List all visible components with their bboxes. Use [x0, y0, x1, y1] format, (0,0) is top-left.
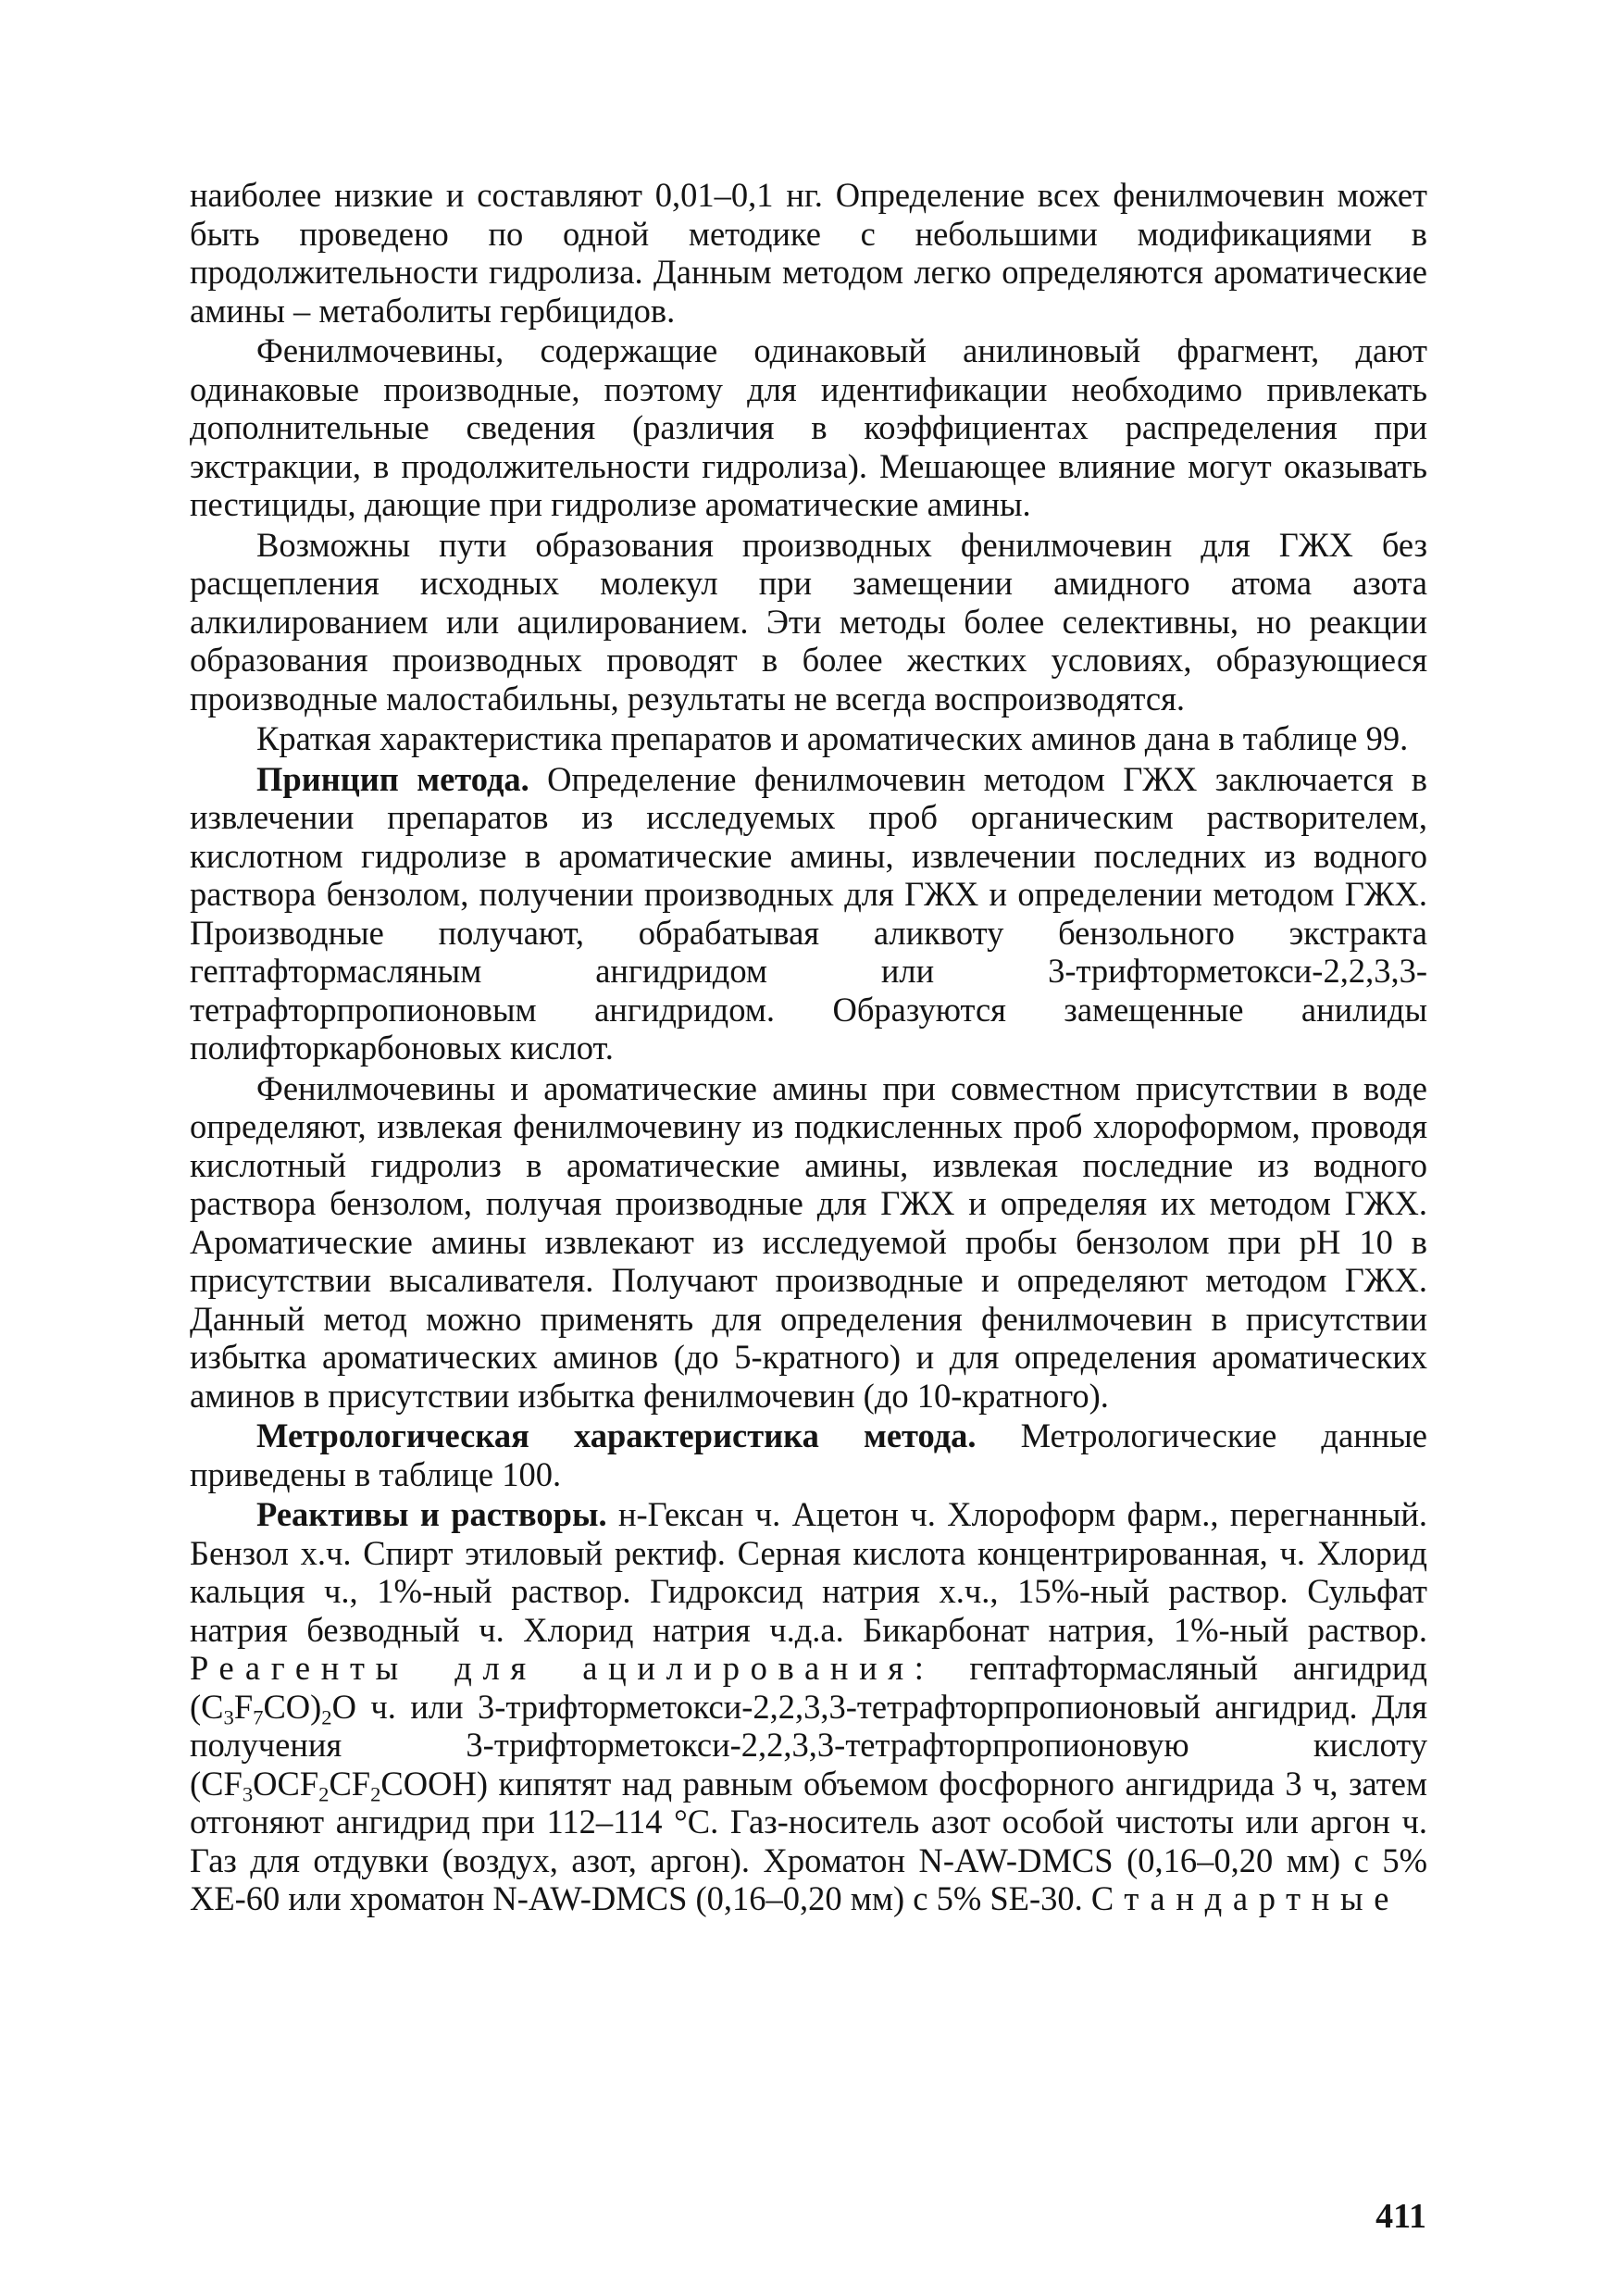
paragraph-metrology: Метрологическая характеристика метода. Метрологические данные приведены в таблице 100.: [190, 1416, 1427, 1493]
paragraph-1: наиболее низкие и составляют 0,01–0,1 нг. Определение всех фенилмочевин может быть проведено по одной методике с небольшими модификациями в продолжительности гидролиза. Данным методом легко определяются ароматические амины – метаболиты гербицидов.: [190, 176, 1427, 330]
page-number: 411: [1375, 2197, 1426, 2236]
paragraph-reagents: Реактивы и растворы. н-Гексан ч. Ацетон ч. Хлороформ фарм., перегнанный. Бензол х.ч. Спирт этиловый ректиф. Серная кислота концентрированная, ч. Хлорид кальция ч., 1%-ный раствор. Гидроксид натрия х.ч., 15%-ный раствор. Сульфат натрия безводный ч. Хлорид натрия ч.д.а. Бикарбонат натрия, 1%-ный раствор. Реагенты для ацилирования: гептафтормасляный ангидрид $(C_3F_7CO)_2O$ ч. или 3-трифторметокси-2,2,3,3-тетрафторпропионовый ангидрид. Для получения 3-трифторметокси-2,2,3,3-тетрафторпропионовую кислоту $(CF_3OCF_2CF_2COOH)$ кипятят над равным объемом фосфорного ангидрида 3 ч, затем отгоняют ангидрид при 112–114 °C. Газ-носитель азот особой чистоты или аргон ч. Газ для отдувки (воздух, азот, аргон). Хроматон N-AW-DMCS (0,16–0,20 мм) с 5% XE-60 или хроматон N-AW-DMCS (0,16–0,20 мм) с 5% SE-30. Стандартные: [190, 1495, 1428, 1917]
table-reference: Краткая характеристика препаратов и ароматических аминов дана в таблице 99.: [256, 719, 1409, 757]
paragraph-4: [190, 719, 1427, 758]
formula-acid: $(CF_3OCF_2CF_2COOH)$: [190, 1764, 488, 1805]
paragraph-method-principle: Принцип метода. Определение фенилмочевин методом ГЖХ заключается в извлечении препаратов из исследуемых проб органическим растворителем, кислотном гидролизе в ароматические амины, извлечении последних из водного раствора бензолом, получении производных для ГЖХ и определении методом ГЖХ. Производные получают, обрабатывая аликвоту бензольного экстракта гептафтормасляным ангидридом или 3-трифторметокси-2,2,3,3-тетрафторпропионовым ангидридом. Образуются замещенные анилиды полифторкарбоновых кислот.: [190, 759, 1427, 1067]
section-lead: Принцип метода.: [256, 759, 529, 798]
spaced-term: Стандартные: [1090, 1879, 1400, 1917]
formula-anhydride: $(C_3F_7CO)_2O$: [190, 1687, 356, 1728]
paragraph-2: Фенилмочевины, содержащие одинаковый анилиновый фрагмент, дают одинаковые производные, поэтому для идентификации необходимо привлекать дополнительные сведения (различия в коэффициентах распределения при экстракции, в продолжительности гидролиза). Мешающее влияние могут оказывать пестициды, дающие при гидролизе ароматические амины.: [190, 331, 1427, 523]
body-text: [190, 176, 1427, 1918]
section-lead: Реактивы и растворы.: [256, 1495, 607, 1533]
spaced-term: Реагенты для ацилирования:: [190, 1649, 935, 1687]
section-lead: Метрологическая характеристика метода.: [256, 1416, 977, 1454]
paragraph-6: Фенилмочевины и ароматические амины при совместном присутствии в воде определяют, извлекая фенилмочевину из подкисленных проб хлороформом, проводя кислотный гидролиз в ароматические амины, извлекая последние из водного раствора бензолом, получая производные для ГЖХ и определяя их методом ГЖХ. Ароматические амины извлекают из исследуемой пробы бензолом при pH 10 в присутствии высаливателя. Получают производные и определяют методом ГЖХ. Данный метод можно применять для определения фенилмочевин в присутствии избытка ароматических аминов (до 5-кратного) и для определения ароматических аминов в присутствии избытка фенилмочевин (до 10-кратного).: [190, 1068, 1427, 1415]
paragraph-3: Возможны пути образования производных фенилмочевин для ГЖХ без расщепления исходных молекул при замещении амидного атома азота алкилированием или ацилированием. Эти методы более селективны, но реакции образования производных проводят в более жестких условиях, образующиеся производные малостабильны, результаты не всегда воспроизводятся.: [190, 525, 1427, 718]
